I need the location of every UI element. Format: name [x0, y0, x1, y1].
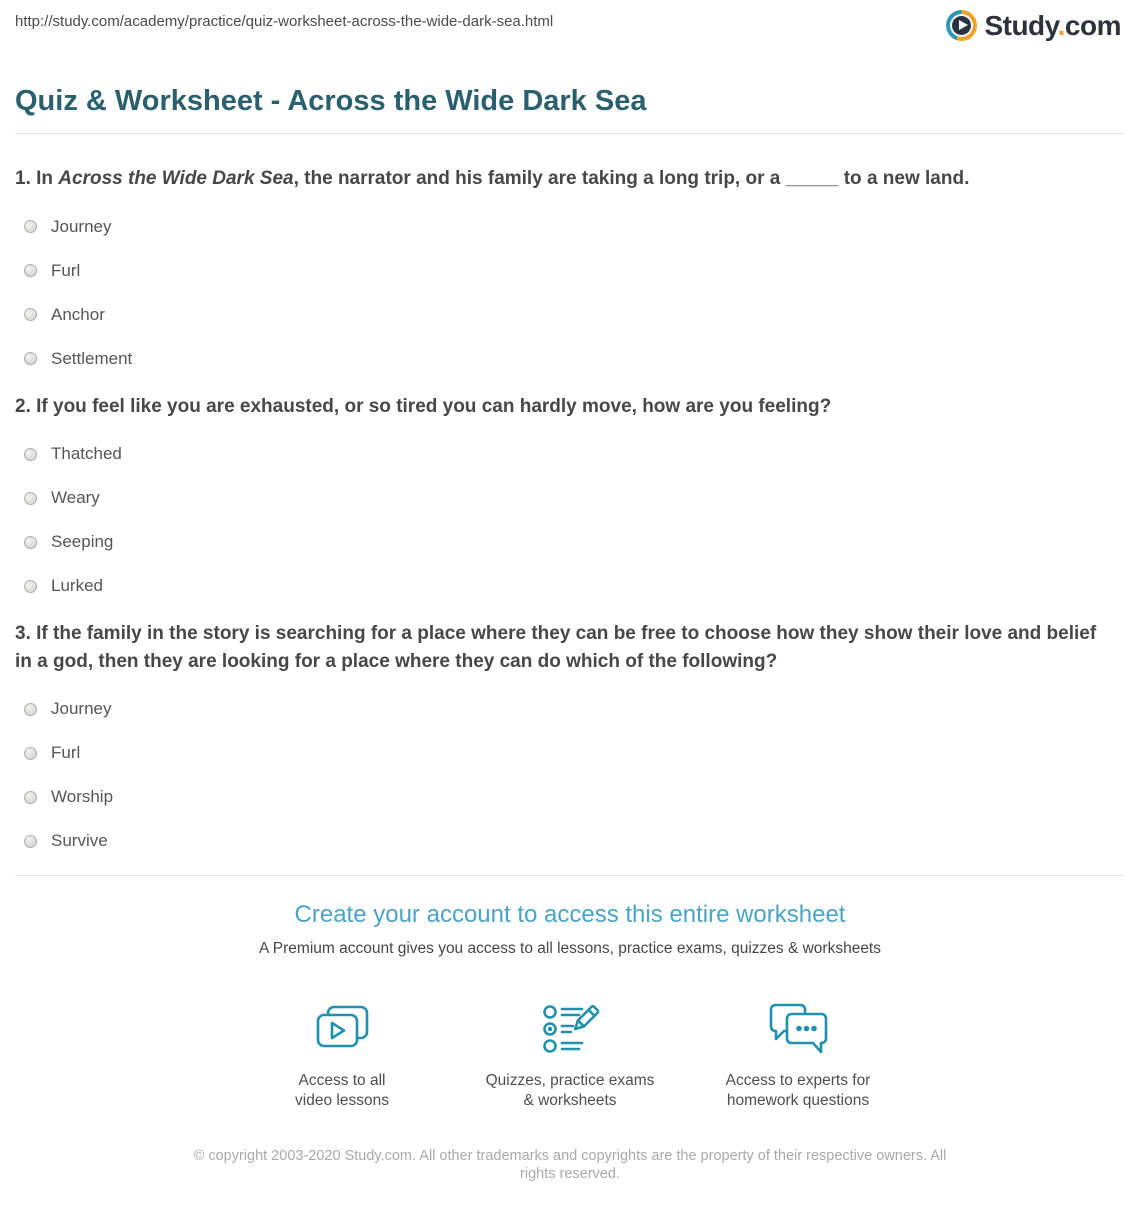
radio-button[interactable] [24, 308, 37, 321]
radio-button[interactable] [24, 580, 37, 593]
studycom-logo[interactable] [946, 10, 1125, 41]
premium-subheading: A Premium account gives you access to all lessons, practice exams, quizzes & worksheets [259, 940, 881, 958]
answer-option[interactable] [24, 217, 1125, 237]
option-label: Furl [51, 260, 81, 280]
create-account-heading[interactable]: Create your account to access this entire worksheet [294, 901, 846, 929]
features-row [15, 1001, 1125, 1111]
feature-label: Access to all video lessons [295, 1072, 389, 1110]
chat-experts-icon [765, 1001, 831, 1056]
radio-button[interactable] [24, 536, 37, 549]
option-label: Weary [51, 488, 100, 508]
answer-option[interactable] [24, 576, 1125, 596]
quizzes-worksheets-icon [539, 1001, 601, 1056]
option-label: Journey [51, 699, 112, 719]
radio-button[interactable] [24, 703, 37, 716]
feature-video-lessons [242, 1001, 442, 1111]
option-label: Lurked [51, 576, 103, 596]
option-label: Settlement [51, 348, 133, 368]
copyright-text: © copyright 2003-2020 Study.com. All other trademarks and copyrights are the property of their respective owners. All rights reserved. [193, 1148, 947, 1183]
option-label: Journey [51, 216, 112, 236]
answer-option[interactable] [24, 831, 1125, 851]
radio-button[interactable] [24, 352, 37, 365]
page-url: http://study.com/academy/practice/quiz-worksheet-across-the-wide-dark-sea.html [15, 13, 554, 30]
answer-option[interactable] [24, 743, 1125, 763]
play-circle-icon [946, 10, 977, 41]
create-account-section [15, 900, 1125, 1111]
option-label: Seeping [51, 532, 114, 552]
radio-button[interactable] [24, 264, 37, 277]
question-2-text: 2. If you feel like you are exhausted, or so tired you can hardly move, how are you feeling? [15, 395, 832, 417]
option-label: Thatched [51, 444, 122, 464]
question-1-text: 1. In Across the Wide Dark Sea, the narrator and his family are taking a long trip, or a _____ to a new land. [15, 168, 970, 189]
option-label: Survive [51, 831, 108, 851]
feature-quizzes-worksheets [470, 1001, 670, 1111]
quiz-section [15, 165, 1125, 851]
answer-option[interactable] [24, 444, 1125, 464]
radio-button[interactable] [24, 448, 37, 461]
logo-wordmark: Study.com [984, 10, 1121, 41]
feature-homework-experts [698, 1001, 898, 1111]
question-2 [15, 393, 1125, 597]
radio-button[interactable] [24, 747, 37, 760]
question-1 [15, 165, 1125, 369]
page-footer [15, 1147, 1125, 1211]
question-3-text: 3. If the family in the story is searching for a place where they can be free to choose how they show their love and belief in a god, then they are looking for a place where they can do which of the following? [15, 623, 1097, 672]
radio-button[interactable] [24, 791, 37, 804]
answer-option[interactable] [24, 261, 1125, 281]
feature-label: Quizzes, practice exams & worksheets [485, 1072, 655, 1110]
book-title-italic: Across the Wide Dark Sea [58, 168, 294, 189]
radio-button[interactable] [24, 835, 37, 848]
radio-button[interactable] [24, 220, 37, 233]
feature-label: Access to experts for homework questions [725, 1072, 871, 1110]
question-3 [15, 620, 1125, 851]
answer-option[interactable] [24, 787, 1125, 807]
top-bar [15, 0, 1125, 56]
radio-button[interactable] [24, 492, 37, 505]
answer-option[interactable] [24, 488, 1125, 508]
page-title: Quiz & Worksheet - Across the Wide Dark Sea [15, 85, 647, 117]
video-lessons-icon [311, 1001, 373, 1056]
fill-in-blank: _____ [785, 168, 839, 189]
title-divider [15, 133, 1125, 134]
option-label: Worship [51, 787, 114, 807]
answer-option[interactable] [24, 305, 1125, 325]
answer-option[interactable] [24, 349, 1125, 369]
answer-option[interactable] [24, 532, 1125, 552]
answer-option[interactable] [24, 699, 1125, 719]
option-label: Furl [51, 743, 81, 763]
option-label: Anchor [51, 304, 105, 324]
section-divider [15, 875, 1125, 876]
